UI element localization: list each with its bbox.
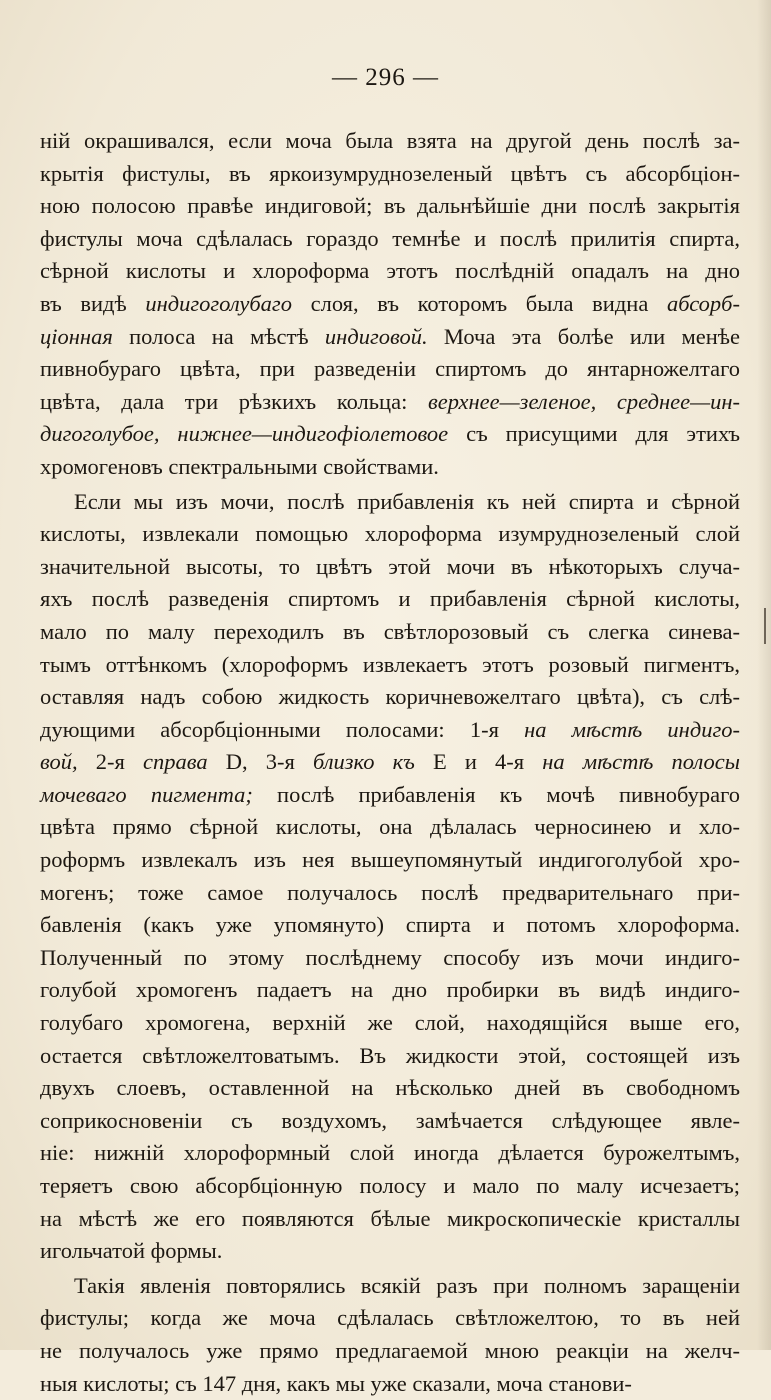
paragraph (40, 486, 740, 1268)
text-line (40, 1335, 740, 1368)
text-line (40, 190, 740, 223)
text-run: игольчатой формы. (40, 1238, 223, 1264)
text-run: теряетъ свою абсорбціонную полосу и мало по малу исчезаетъ; (40, 1173, 740, 1198)
text-run: Если мы изъ мочи, послѣ прибавленія къ ней спирта и сѣрной (74, 488, 740, 514)
text-line (40, 909, 740, 942)
text-line (40, 1137, 740, 1170)
text-line (40, 353, 740, 386)
text-run: пивнобураго цвѣта, при разведеніи спиртомъ до янтарножелтаго (40, 356, 740, 382)
italic-run: ціонная (40, 323, 113, 349)
text-run: Такія явленія повторялись всякій разъ при полномъ заращеніи (74, 1272, 740, 1298)
text-run: фистулы моча сдѣлалась гораздо темнѣе и послѣ прилитія спирта, (40, 225, 740, 251)
text-line (40, 125, 740, 158)
body-text (40, 125, 740, 1400)
text-line (40, 158, 740, 191)
text-run: тымъ оттѣнкомъ (хлороформъ извлекаетъ этотъ розовый пигментъ, (40, 651, 740, 677)
text-run: цвѣта, дала три рѣзкихъ кольца: (40, 388, 428, 414)
text-line (40, 288, 740, 321)
text-line (40, 616, 740, 649)
text-run: остается свѣтложелтоватымъ. Въ жидкости этой, состоящей изъ (40, 1042, 740, 1068)
paragraph (40, 125, 740, 484)
italic-run: дигоголубое, нижнее—индигофіолетовое (40, 421, 449, 447)
text-line (40, 1368, 740, 1400)
text-line (40, 551, 740, 584)
text-run: на мѣстѣ же его появляются бѣлые микроскопическіе кристаллы (40, 1205, 740, 1231)
text-line (40, 1235, 740, 1268)
text-run: съ присущими для этихъ (448, 421, 740, 447)
text-line (40, 746, 740, 779)
text-line (40, 681, 740, 714)
text-line (40, 1072, 740, 1105)
text-run: E и 4-я (414, 749, 543, 775)
text-run: двухъ слоевъ, оставленной на нѣсколько дней въ свободномъ (40, 1075, 740, 1101)
italic-run: близко къ (312, 749, 415, 775)
italic-run: вой, (40, 749, 78, 775)
text-run: ній окрашивался, если моча была взята на другой день послѣ за- (40, 128, 740, 153)
text-run: послѣ прибавленія къ мочѣ пивнобураго (252, 781, 740, 807)
text-run: не получалось уже прямо предлагаемой мною реакціи на желч- (40, 1337, 740, 1363)
text-line (40, 1203, 740, 1236)
text-run: Моча эта болѣе или менѣе (427, 323, 740, 349)
text-run: въ видѣ (40, 290, 146, 316)
italic-run: индигоголубаго (145, 290, 292, 316)
text-line (40, 1170, 740, 1203)
text-line (40, 649, 740, 682)
text-line (40, 1040, 740, 1073)
text-run: яхъ послѣ разведенія спиртомъ и прибавленія сѣрной кислоты, (40, 586, 740, 612)
text-line (40, 223, 740, 256)
text-line (40, 321, 740, 354)
italic-run: мочеваго пигмента; (40, 781, 253, 807)
page-edge-shadow (757, 0, 771, 1350)
italic-run: абсорб- (666, 290, 740, 316)
text-run: голубой хромогенъ падаетъ на дно пробирки въ видѣ индиго- (40, 977, 740, 1003)
text-run: значительной высоты, то цвѣтъ этой мочи въ нѣкоторыхъ случа- (40, 553, 740, 579)
text-line (40, 811, 740, 844)
text-run: крытія фистулы, въ яркоизумруднозеленый цвѣтъ съ абсорбціон- (40, 160, 740, 186)
text-line (40, 942, 740, 975)
text-line (40, 486, 740, 519)
text-line (40, 1302, 740, 1335)
text-run: соприкосновеніи съ воздухомъ, замѣчается слѣдующее явле- (40, 1107, 740, 1133)
text-line (40, 1270, 740, 1303)
text-run: цвѣта прямо сѣрной кислоты, она дѣлалась черносинею и хло- (40, 814, 740, 840)
text-run: Полученный по этому послѣднему способу изъ мочи индиго- (40, 944, 740, 970)
text-run: ніе: нижній хлороформный слой иногда дѣлается бурожелтымъ, (40, 1140, 740, 1166)
text-run: хромогеновъ спектральными свойствами. (40, 453, 439, 479)
text-run: дующими абсорбціонными полосами: 1-я (40, 716, 525, 742)
text-run: оставляя надъ собою жидкость коричневожелтаго цвѣта), съ слѣ- (40, 684, 740, 710)
text-line (40, 1105, 740, 1138)
text-line (40, 451, 740, 484)
text-line (40, 974, 740, 1007)
text-run: слоя, въ которомъ была видна (291, 290, 667, 316)
paragraph (40, 1270, 740, 1400)
text-line (40, 714, 740, 747)
text-run: ною полосою правѣе индиговой; въ дальнѣйшіе дни послѣ закрытія (40, 193, 740, 219)
margin-mark (764, 608, 766, 644)
text-run: бавленія (какъ уже упомянуто) спирта и потомъ хлороформа. (40, 912, 740, 938)
text-run: D, 3-я (207, 749, 313, 775)
italic-run: верхнее—зеленое, среднее—ин- (427, 388, 740, 414)
text-run: полоса на мѣстѣ (112, 323, 325, 349)
text-line (40, 877, 740, 910)
text-run: могенъ; тоже самое получалось послѣ предварительнаго при- (40, 879, 740, 905)
text-line (40, 1007, 740, 1040)
text-line (40, 779, 740, 812)
text-line (40, 583, 740, 616)
page-number: — 296 — (332, 64, 439, 91)
text-run: сѣрной кислоты и хлороформа этотъ послѣдній опадалъ на дно (40, 258, 740, 284)
text-line (40, 844, 740, 877)
italic-run: индиговой. (324, 323, 428, 349)
italic-run: справа (142, 749, 208, 775)
text-run: фистулы; когда же моча сдѣлалась свѣтложелтою, то въ ней (40, 1305, 740, 1331)
text-run: голубаго хромогена, верхній же слой, находящійся выше его, (40, 1010, 740, 1036)
text-line (40, 386, 740, 419)
italic-run: на мѣстѣ полосы (542, 749, 741, 775)
text-run: 2-я (77, 749, 143, 775)
text-line (40, 255, 740, 288)
text-line (40, 518, 740, 551)
text-run: кислоты, извлекали помощью хлороформа изумруднозеленый слой (40, 521, 740, 547)
text-run: ныя кислоты; съ 147 дня, какъ мы уже сказали, моча станови- (40, 1370, 632, 1396)
text-run: мало по малу переходилъ въ свѣтлорозовый съ слегка синева- (40, 618, 740, 644)
italic-run: на мѣстѣ индиго- (524, 716, 740, 742)
text-run: роформъ извлекалъ изъ нея вышеупомянутый индигоголубой хро- (40, 847, 740, 873)
text-line (40, 418, 740, 451)
